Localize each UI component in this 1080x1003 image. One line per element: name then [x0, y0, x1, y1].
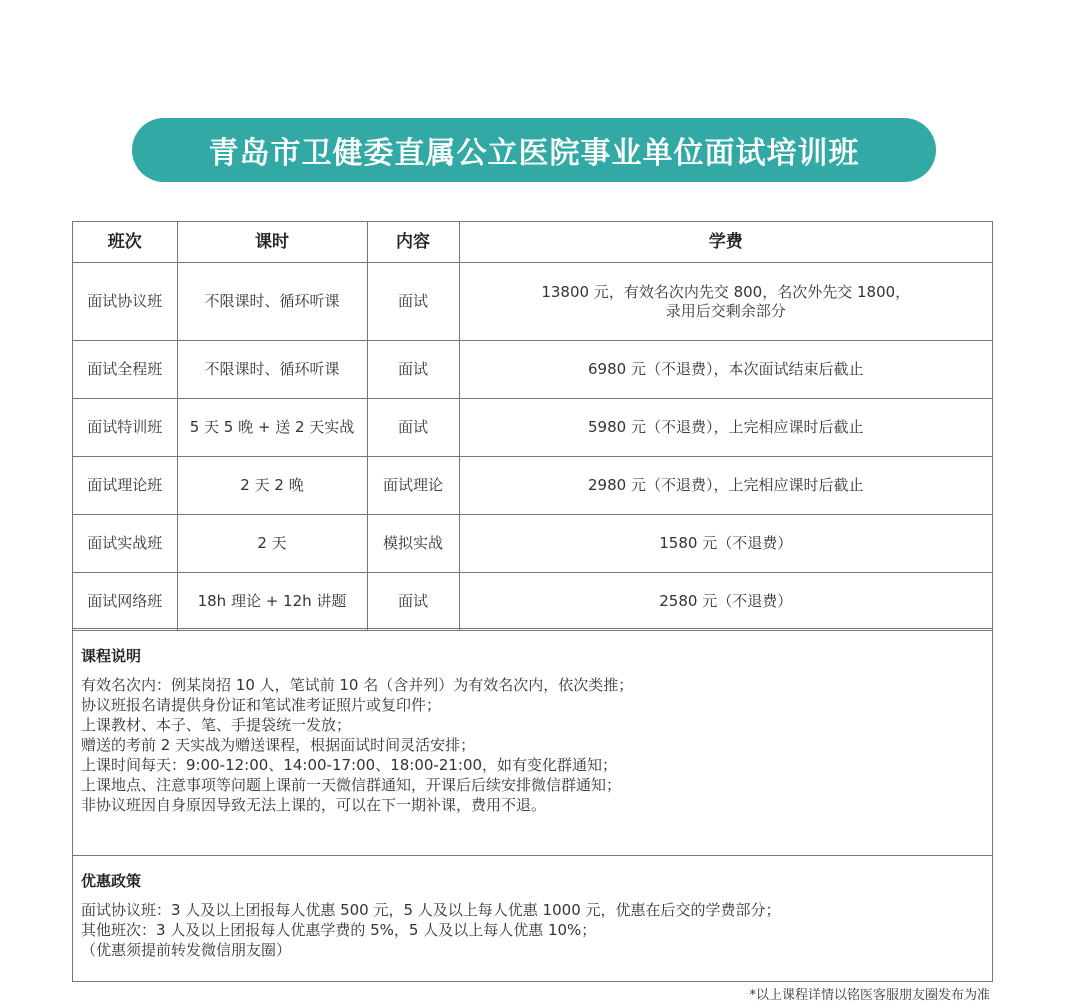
note-line: 赠送的考前 2 天实战为赠送课程，根据面试时间灵活安排；	[81, 736, 476, 754]
cell-class-name: 面试协议班	[73, 263, 177, 341]
discount-policy-title: 优惠政策	[81, 872, 142, 890]
cell-content: 面试	[367, 341, 459, 399]
cell-fee: 1580 元（不退费）	[459, 515, 992, 573]
note-line: 非协议班因自身原因导致无法上课的，可以在下一期补课，费用不退。	[81, 796, 547, 814]
cell-class-name: 面试特训班	[73, 399, 177, 457]
cell-hours: 18h 理论 + 12h 讲题	[177, 573, 367, 631]
cell-fee: 5980 元（不退费），上完相应课时后截止	[459, 399, 992, 457]
cell-fee: 2980 元（不退费），上完相应课时后截止	[459, 457, 992, 515]
note-line: 上课教材、本子、笔、手提袋统一发放；	[81, 716, 352, 734]
cell-class-name: 面试实战班	[73, 515, 177, 573]
cell-content: 模拟实战	[367, 515, 459, 573]
note-line: 协议班报名请提供身份证和笔试准考证照片或复印件；	[81, 696, 442, 714]
fee-line-2: 录用后交剩余部分	[665, 301, 786, 320]
discount-policy-section	[73, 856, 992, 981]
header-hours: 课时	[177, 222, 367, 263]
cell-class-name: 面试理论班	[73, 457, 177, 515]
course-notes-section	[73, 628, 992, 856]
table-row	[73, 341, 992, 399]
cell-content: 面试	[367, 263, 459, 341]
fee-line-1: 13800 元，有效名次内先交 800，名次外先交 1800，	[541, 282, 911, 301]
title-banner: 青岛市卫健委直属公立医院事业单位面试培训班	[132, 118, 936, 182]
note-line: 有效名次内：例某岗招 10 人，笔试前 10 名（含并列）为有效名次内，依次类推；	[81, 676, 634, 694]
policy-line: （优惠须提前转发微信朋友圈）	[81, 941, 292, 959]
cell-hours: 5 天 5 晚 + 送 2 天实战	[177, 399, 367, 457]
table-row	[73, 573, 992, 631]
header-class: 班次	[73, 222, 177, 263]
cell-content: 面试理论	[367, 457, 459, 515]
header-fee: 学费	[459, 222, 992, 263]
policy-line: 面试协议班：3 人及以上团报每人优惠 500 元，5 人及以上每人优惠 1000 元，优惠在后交的学费部分；	[81, 901, 781, 919]
table-row	[73, 515, 992, 573]
table-row	[73, 457, 992, 515]
cell-fee: 6980 元（不退费），本次面试结束后截止	[459, 341, 992, 399]
cell-content: 面试	[367, 573, 459, 631]
policy-line: 其他班次：3 人及以上团报每人优惠学费的 5%，5 人及以上每人优惠 10%；	[81, 921, 597, 939]
header-content: 内容	[367, 222, 459, 263]
course-info-frame	[72, 221, 993, 982]
cell-hours: 2 天	[177, 515, 367, 573]
note-line: 上课地点、注意事项等问题上课前一天微信群通知，开课后后续安排微信群通知；	[81, 776, 622, 794]
table-row	[73, 263, 992, 341]
cell-hours: 2 天 2 晚	[177, 457, 367, 515]
cell-class-name: 面试网络班	[73, 573, 177, 631]
cell-content: 面试	[367, 399, 459, 457]
cell-fee	[459, 263, 992, 341]
cell-class-name: 面试全程班	[73, 341, 177, 399]
fee-table	[73, 222, 992, 631]
note-line: 上课时间每天：9:00-12:00、14:00-17:00、18:00-21:00，如有变化群通知；	[81, 756, 618, 774]
cell-hours: 不限课时、循环听课	[177, 341, 367, 399]
footnote: *以上课程详情以铭医客服朋友圈发布为准	[749, 988, 990, 1003]
table-row	[73, 399, 992, 457]
cell-hours: 不限课时、循环听课	[177, 263, 367, 341]
cell-fee: 2580 元（不退费）	[459, 573, 992, 631]
table-header-row	[73, 222, 992, 263]
course-notes-title: 课程说明	[81, 647, 142, 665]
